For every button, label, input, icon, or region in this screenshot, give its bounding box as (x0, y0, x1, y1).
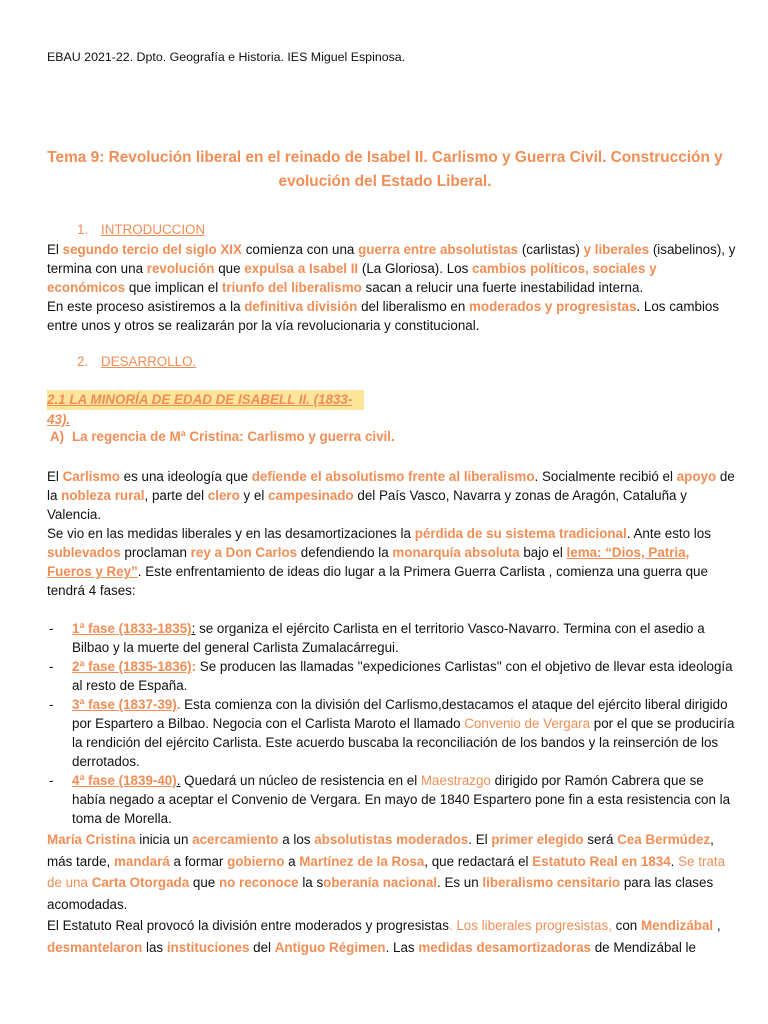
estatuto-paragraph: El Estatuto Real provocó la división entre moderados y progresistas. Los liberales progresistas, con Mendizábal , desmantelaron las instituciones del Antiguo Régimen. Las medidas desamortizadoras de Mendizábal le (47, 918, 721, 955)
highlight: nobleza rural (61, 488, 145, 503)
phase-label: 2ª fase (1835-1836) (72, 659, 192, 674)
section-heading-introduccion (77, 222, 205, 237)
highlight: moderados y progresistas (469, 299, 637, 314)
highlight: Antiguo Régimen (274, 939, 386, 955)
phase-label: 1ª fase (1833-1835) (72, 621, 192, 636)
highlight: Convenio de Vergara (464, 716, 591, 731)
highlight: Martínez de la Rosa (299, 853, 425, 869)
section-number: 2. (77, 354, 89, 369)
highlight: gobierno (227, 853, 285, 869)
title-line-2: evolución del Estado Liberal. (278, 173, 492, 190)
highlight: acercamiento (192, 832, 279, 847)
phases-list (47, 619, 737, 828)
section-number: 1. (77, 222, 89, 237)
list-item: - 1ª fase (1833-1835): se organiza el ejército Carlista en el territorio Vasco-Navarro. Termina con el asedio a Bilbao y la muerte del general Carlista Zumalacárregui. (49, 621, 705, 655)
carlismo-paragraph: El Carlismo es una ideología que defiende el absolutismo frente al liberalismo. Socialmente recibió el apoyo de la nobleza rural, parte del clero y el campesinado del País Vasco, Navarra y zonas de Aragón, Cataluña y Valencia. Se vio en las medidas liberales y en las desamortizaciones la pérdida de su sistema tradicional. Ante esto los sublevados proclaman rey a Don Carlos defendiendo la monarquía absoluta bajo el lema: “Dios, Patria, Fueros y Rey”. Este enfrentamiento de ideas dio lugar a la Primera Guerra Carlista , comienza una guerra que tendrá 4 fases: (47, 469, 735, 598)
highlight: Mendizábal (640, 918, 714, 933)
highlight: defiende el absolutismo frente al liberalismo (251, 469, 535, 484)
list-item: - 2ª fase (1835-1836): Se producen las llamadas ''expediciones Carlistas'' con el objetivo de llevar esta ideología al resto de España. (49, 659, 733, 693)
subsection-letter: A) (50, 429, 65, 444)
highlight: absolutistas moderados (314, 832, 469, 847)
highlight: revolución (146, 261, 215, 276)
subsection-label: La regencia de Mª Cristina: Carlismo y guerra civil. (72, 429, 395, 444)
document-title (40, 146, 730, 194)
title-line-1: Tema 9: Revolución liberal en el reinado de Isabel II. Carlismo y Guerra Civil. Construcción y (47, 149, 723, 166)
section-label: DESARROLLO. (101, 354, 197, 369)
highlight: mandará (113, 853, 170, 869)
highlight: Cea Bermúdez (617, 832, 711, 847)
highlight: apoyo (676, 469, 717, 484)
highlight: triunfo del liberalismo (221, 280, 362, 295)
highlight: expulsa a Isabel II (244, 261, 359, 276)
highlight: Carlismo (62, 469, 120, 484)
highlight: Carta Otorgada (91, 875, 190, 890)
list-item: - 4ª fase (1839-40). Quedará un núcleo de resistencia en el Maestrazgo dirigido por Ramón Cabrera que se había negado a aceptar el Convenio de Vergara. En mayo de 1840 Espartero pone fin a esta resistencia con la toma de Morella. (49, 773, 731, 826)
highlight-motto: lema: “Dios, Patria, Fueros y Rey” (47, 545, 690, 579)
highlight: oberanía nacional (323, 875, 438, 890)
highlight: primer elegido (491, 832, 584, 847)
highlight: monarquía absoluta (392, 545, 520, 560)
subsection-heading-minoria: 2.1 LA MINORÍA DE EDAD DE ISABELL II. (1833-43). (47, 390, 364, 410)
list-item: - 3ª fase (1837-39). Esta comienza con la división del Carlismo,destacamos el ataque del ejército liberal dirigido por Espartero a Bilbao. Negocia con el Carlista Maroto el llamado Convenio de Vergara por el que se produciría la rendición del ejército Carlista. Este acuerdo buscaba la reconciliación de los bandos y la reinserción de los derrotados. (49, 697, 735, 769)
highlight: campesinado (268, 488, 354, 503)
highlight: María Cristina (47, 832, 136, 847)
highlight: Maestrazgo (420, 773, 491, 788)
highlight: clero (207, 488, 240, 503)
section-label: INTRODUCCION (101, 222, 206, 237)
highlight: instituciones (166, 939, 250, 955)
highlight: pérdida de su sistema tradicional (414, 526, 627, 541)
highlight: cambios políticos, sociales y económicos (47, 261, 657, 295)
section-heading-desarrollo (77, 354, 196, 369)
highlight: no reconoce (218, 875, 299, 890)
document-header: EBAU 2021-22. Dpto. Geografía e Historia. IES Miguel Espinosa. (47, 50, 406, 64)
highlight: y liberales (583, 242, 650, 257)
intro-paragraph: El segundo tercio del siglo XIX comienza con una guerra entre absolutistas (carlistas) y liberales (isabelinos), y termina con una revolución que expulsa a Isabel II (La Gloriosa). Los cambios políticos, sociales y económicos que implican el triunfo del liberalismo sacan a relucir una fuerte inestabilidad interna. En este proceso asistiremos a la definitiva división del liberalismo en moderados y progresistas. Los cambios entre unos y otros se realizarán por la vía revolucionaria y constitucional. (47, 242, 736, 333)
highlight: guerra entre absolutistas (358, 242, 519, 257)
phase-label: 3ª fase (1837-39) (72, 697, 177, 712)
subsection-heading-regencia (50, 429, 395, 444)
maria-cristina-paragraph: María Cristina inicia un acercamiento a los absolutistas moderados. El primer elegido será Cea Bermúdez, más tarde, mandará a formar gobierno a Martínez de la Rosa, que redactará el Estatuto Real en 1834. Se trata de una Carta Otorgada que no reconoce la soberanía nacional. Es un liberalismo censitario para las clases acomodadas. (47, 832, 726, 912)
highlight: . Los liberales progresistas (448, 918, 609, 933)
highlight: sublevados (47, 545, 121, 560)
highlight: liberalismo censitario (482, 875, 621, 890)
highlight: segundo tercio del siglo XIX (62, 242, 242, 257)
highlight: Se trata de una (47, 853, 726, 890)
highlight: rey a Don Carlos (190, 545, 298, 560)
highlight: desmantelaron (47, 939, 143, 955)
highlight: Estatuto Real en 1834 (532, 853, 671, 869)
phase-label: 4ª fase (1839-40) (72, 773, 177, 788)
highlight: medidas desamortizadoras (418, 939, 591, 955)
highlight: definitiva división (244, 299, 358, 314)
